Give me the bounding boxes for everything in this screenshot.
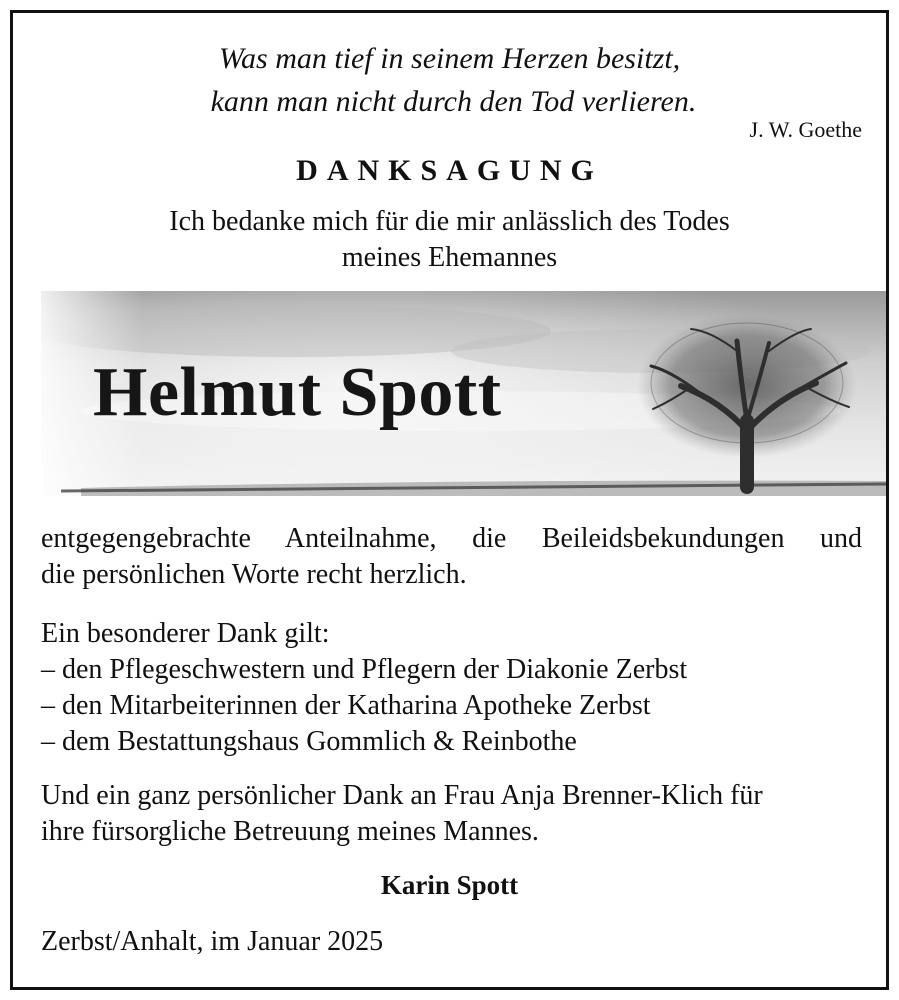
list-item: – den Mitarbeiterinnen der Katharina Apotheke Zerbst	[41, 690, 651, 721]
paragraph-line: die persönlichen Worte recht herzlich.	[41, 559, 467, 590]
paragraph-line: entgegengebrachte Anteilnahme, die Beileidsbekundungen und	[41, 523, 862, 554]
signer-name: Karin Spott	[380, 870, 519, 900]
quote-line-2: kann man nicht durch den Tod verlieren.	[210, 85, 697, 118]
obituary-frame	[10, 10, 889, 990]
personal-thanks-paragraph	[41, 778, 862, 850]
paragraph-line: Und ein ganz persönlicher Dank an Frau Anja Brenner-Klich für	[41, 780, 763, 811]
deceased-name: Helmut Spott	[93, 354, 502, 431]
quote-line-1: Was man tief in seinem Herzen besitzt,	[218, 42, 681, 75]
intro-text	[13, 204, 886, 276]
paragraph-line: ihre fürsorgliche Betreuung meines Mannes.	[41, 816, 539, 847]
special-thanks-intro: Ein besonderer Dank gilt:	[41, 618, 330, 649]
intro-line-1: Ich bedanke mich für die mir anlässlich des Todes	[169, 206, 730, 237]
goethe-quote	[13, 37, 886, 123]
special-thanks-list	[41, 616, 862, 760]
list-item: – den Pflegeschwestern und Pflegern der Diakonie Zerbst	[41, 654, 688, 685]
place-and-date: Zerbst/Anhalt, im Januar 2025	[41, 926, 384, 957]
list-item: – dem Bestattungshaus Gommlich & Reinbothe	[41, 726, 577, 757]
intro-line-2: meines Ehemannes	[341, 242, 558, 273]
name-banner	[41, 291, 886, 496]
thanks-paragraph	[41, 521, 862, 593]
quote-author: J. W. Goethe	[749, 117, 862, 142]
page-title: DANKSAGUNG	[296, 154, 603, 187]
